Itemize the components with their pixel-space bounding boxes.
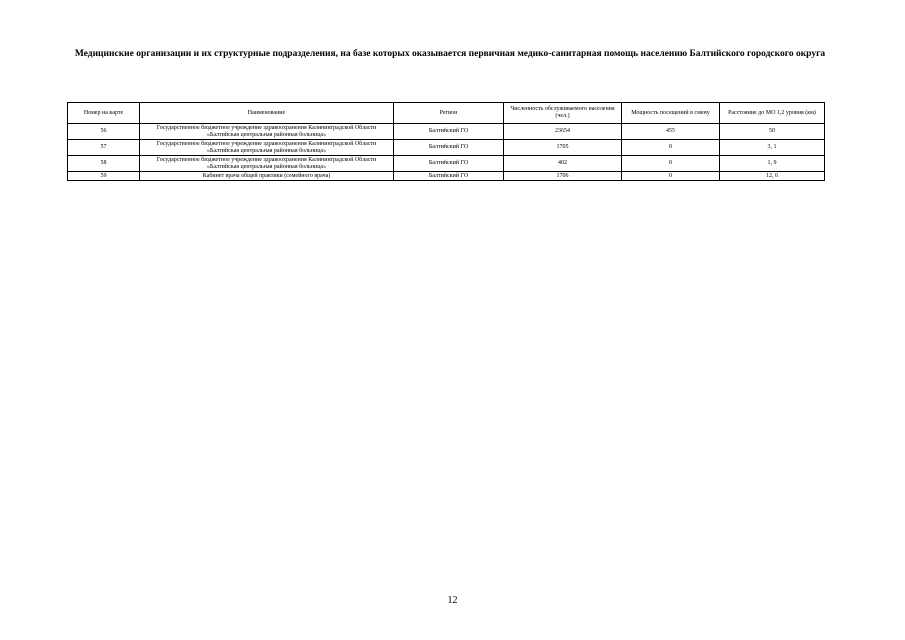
table-row: [68, 124, 825, 140]
cell-name: Кабинет врача общей практики (семейного врача): [140, 172, 394, 181]
table-header-row: [68, 103, 825, 124]
page-title: Медицинские организации и их структурные подразделения, на базе которых оказывается первичная медико-санитарная помощь населению Балтийского городского округа: [74, 49, 826, 59]
page-number: 12: [447, 595, 458, 606]
header-region: Регион: [394, 103, 504, 124]
cell-population: 1705: [504, 140, 622, 156]
cell-region: Балтийский ГО: [394, 172, 504, 181]
cell-distance: 12, 6: [720, 172, 825, 181]
header-map-number: Номер на карте: [68, 103, 140, 124]
table-row: [68, 172, 825, 181]
cell-visit-capacity: 0: [622, 140, 720, 156]
cell-distance: 1, 9: [720, 156, 825, 172]
cell-region: Балтийский ГО: [394, 140, 504, 156]
table-row: [68, 140, 825, 156]
cell-population: 23654: [504, 124, 622, 140]
organizations-table-container: [67, 102, 824, 181]
header-distance: Расстояние до МО 1,2 уровня (км): [720, 103, 825, 124]
cell-map-number: 58: [68, 156, 140, 172]
header-visit-capacity: Мощность посещений в смену: [622, 103, 720, 124]
cell-name: Государственное бюджетное учреждение здравоохранения Калининградской Области «Балтийская центральная районная больница»: [140, 140, 394, 156]
cell-visit-capacity: 0: [622, 156, 720, 172]
cell-map-number: 59: [68, 172, 140, 181]
cell-visit-capacity: 0: [622, 172, 720, 181]
cell-name: Государственное бюджетное учреждение здравоохранения Калининградской Области «Балтийская центральная районная больница»: [140, 156, 394, 172]
header-name: Наименование: [140, 103, 394, 124]
organizations-table: [67, 102, 825, 181]
cell-region: Балтийский ГО: [394, 124, 504, 140]
cell-map-number: 56: [68, 124, 140, 140]
cell-distance: 3, 1: [720, 140, 825, 156]
cell-distance: 50: [720, 124, 825, 140]
cell-population: 402: [504, 156, 622, 172]
table-row: [68, 156, 825, 172]
cell-visit-capacity: 455: [622, 124, 720, 140]
header-population: Численность обслуживаемого населения (чел.): [504, 103, 622, 124]
cell-map-number: 57: [68, 140, 140, 156]
cell-region: Балтийский ГО: [394, 156, 504, 172]
cell-population: 1706: [504, 172, 622, 181]
cell-name: Государственное бюджетное учреждение здравоохранения Калининградской Области «Балтийская центральная районная больница»: [140, 124, 394, 140]
